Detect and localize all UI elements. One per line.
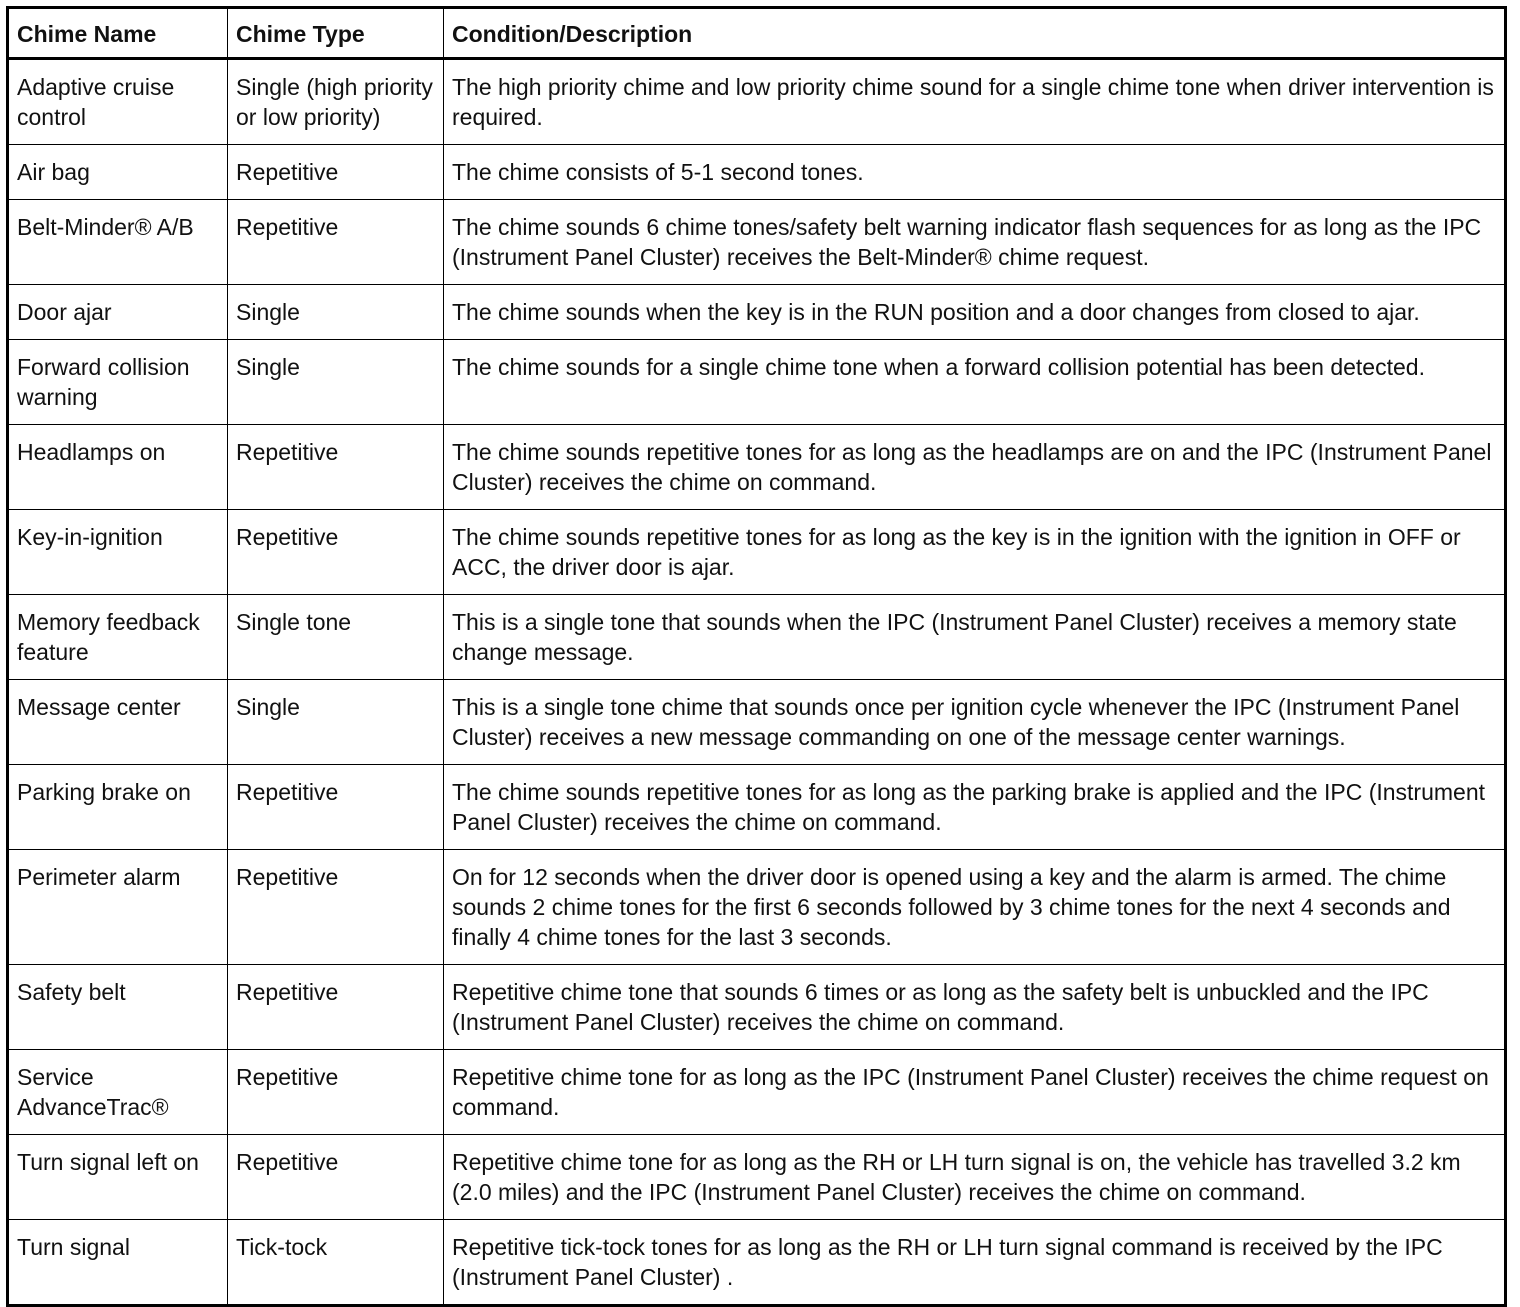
header-condition-description: Condition/Description [444,8,1506,59]
table-header [8,8,1506,59]
table-row [8,765,1506,850]
table-row [8,595,1506,680]
chime-name-cell: Turn signal [8,1220,228,1306]
header-chime-type: Chime Type [228,8,444,59]
chime-name-cell: Service AdvanceTrac® [8,1050,228,1135]
description-cell: Repetitive chime tone for as long as the IPC (Instrument Panel Cluster) receives the chime request on command. [444,1050,1506,1135]
chime-type-cell: Tick-tock [228,1220,444,1306]
table-row [8,59,1506,145]
table-row [8,965,1506,1050]
table-row [8,145,1506,200]
chime-name-cell: Belt-Minder® A/B [8,200,228,285]
description-cell: Repetitive chime tone that sounds 6 times or as long as the safety belt is unbuckled and the IPC (Instrument Panel Cluster) receives the chime on command. [444,965,1506,1050]
header-row [8,8,1506,59]
chime-type-cell: Repetitive [228,1050,444,1135]
chime-type-cell: Single tone [228,595,444,680]
chime-type-cell: Single [228,340,444,425]
description-cell: The chime sounds when the key is in the RUN position and a door changes from closed to ajar. [444,285,1506,340]
table-row [8,340,1506,425]
chime-type-cell: Single [228,285,444,340]
table-row [8,1220,1506,1306]
chime-table [6,6,1507,1307]
chime-type-cell: Repetitive [228,425,444,510]
chime-name-cell: Safety belt [8,965,228,1050]
chime-name-cell: Key-in-ignition [8,510,228,595]
chime-name-cell: Adaptive cruise control [8,59,228,145]
description-cell: The chime sounds repetitive tones for as long as the key is in the ignition with the ignition in OFF or ACC, the driver door is ajar. [444,510,1506,595]
description-cell: Repetitive tick-tock tones for as long as the RH or LH turn signal command is received by the IPC (Instrument Panel Cluster) . [444,1220,1506,1306]
chime-type-cell: Repetitive [228,510,444,595]
table-body [8,59,1506,1306]
table-row [8,425,1506,510]
chime-type-cell: Repetitive [228,965,444,1050]
description-cell: This is a single tone chime that sounds once per ignition cycle whenever the IPC (Instrument Panel Cluster) receives a new message commanding on one of the message center warnings. [444,680,1506,765]
table-row [8,1135,1506,1220]
chime-name-cell: Door ajar [8,285,228,340]
chime-name-cell: Perimeter alarm [8,850,228,965]
table-row [8,680,1506,765]
chime-name-cell: Message center [8,680,228,765]
chime-name-cell: Headlamps on [8,425,228,510]
chime-name-cell: Turn signal left on [8,1135,228,1220]
description-cell: The chime sounds for a single chime tone when a forward collision potential has been detected. [444,340,1506,425]
table-row [8,1050,1506,1135]
description-cell: Repetitive chime tone for as long as the RH or LH turn signal is on, the vehicle has travelled 3.2 km (2.0 miles) and the IPC (Instrument Panel Cluster) receives the chime on command. [444,1135,1506,1220]
chime-type-cell: Single (high priority or low priority) [228,59,444,145]
chime-type-cell: Repetitive [228,765,444,850]
table-row [8,850,1506,965]
description-cell: The high priority chime and low priority chime sound for a single chime tone when driver intervention is required. [444,59,1506,145]
table-row [8,510,1506,595]
chime-name-cell: Memory feedback feature [8,595,228,680]
description-cell: This is a single tone that sounds when the IPC (Instrument Panel Cluster) receives a memory state change message. [444,595,1506,680]
header-chime-name: Chime Name [8,8,228,59]
chime-type-cell: Repetitive [228,850,444,965]
table-row [8,285,1506,340]
table-row [8,200,1506,285]
description-cell: The chime sounds 6 chime tones/safety belt warning indicator flash sequences for as long as the IPC (Instrument Panel Cluster) receives the Belt-Minder® chime request. [444,200,1506,285]
chime-name-cell: Parking brake on [8,765,228,850]
chime-name-cell: Forward collision warning [8,340,228,425]
description-cell: The chime sounds repetitive tones for as long as the headlamps are on and the IPC (Instrument Panel Cluster) receives the chime on command. [444,425,1506,510]
chime-type-cell: Repetitive [228,145,444,200]
description-cell: On for 12 seconds when the driver door is opened using a key and the alarm is armed. The chime sounds 2 chime tones for the first 6 seconds followed by 3 chime tones for the next 4 seconds and finally 4 chime tones for the last 3 seconds. [444,850,1506,965]
chime-type-cell: Repetitive [228,1135,444,1220]
chime-type-cell: Single [228,680,444,765]
description-cell: The chime consists of 5-1 second tones. [444,145,1506,200]
chime-name-cell: Air bag [8,145,228,200]
description-cell: The chime sounds repetitive tones for as long as the parking brake is applied and the IPC (Instrument Panel Cluster) receives the chime on command. [444,765,1506,850]
chime-type-cell: Repetitive [228,200,444,285]
